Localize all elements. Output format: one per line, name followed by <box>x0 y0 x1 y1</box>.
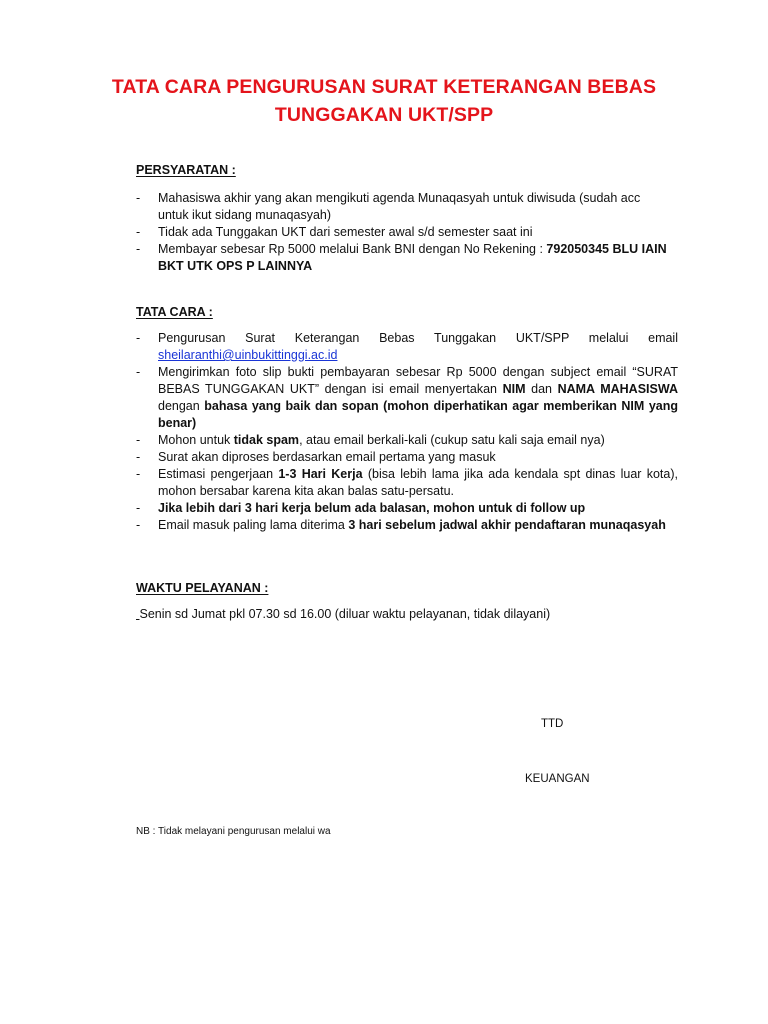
list-item: - Email masuk paling lama diterima 3 hari sebelum jadwal akhir pendaftaran munaqasyah <box>136 518 666 532</box>
persyaratan-heading: PERSYARATAN : <box>136 163 236 177</box>
footnote: NB : Tidak melayani pengurusan melalui wa <box>136 826 331 837</box>
email-link[interactable]: sheilaranthi@uinbukittinggi.ac.id <box>158 348 338 362</box>
list-item: - Jika lebih dari 3 hari kerja belum ada balasan, mohon untuk di follow up <box>136 501 586 515</box>
tata-cara-heading: TATA CARA : <box>136 305 213 319</box>
tata-cara-list <box>136 330 678 534</box>
list-item: - Mengirimkan foto slip bukti pembayaran sebesar Rp 5000 dengan subject email “SURAT BEBAS TUNGGAKAN UKT” dengan isi email menyertakan NIM dan NAMA MAHASISWA dengan bahasa yang baik dan sopan (mohon diperhatikan agar memberikan NIM yang benar) <box>136 365 678 430</box>
title-line-2: TUNGGAKAN UKT/SPP <box>274 104 494 126</box>
list-item: - Tidak ada Tunggakan UKT dari semester awal s/d semester saat ini <box>136 225 533 239</box>
waktu-pelayanan-heading: WAKTU PELAYANAN : <box>136 581 269 595</box>
list-item: - Membayar sebesar Rp 5000 melalui Bank BNI dengan No Rekening : 792050345 BLU IAIN BKT UTK OPS P LAINNYA <box>136 242 667 273</box>
persyaratan-list <box>136 190 678 275</box>
title-line-1: TATA CARA PENGURUSAN SURAT KETERANGAN BEBAS <box>111 76 657 98</box>
list-item: - Surat akan diproses berdasarkan email pertama yang masuk <box>136 450 496 464</box>
account-number: 792050345 BLU IAIN BKT UTK OPS P LAINNYA <box>158 242 667 273</box>
list-item: - Mahasiswa akhir yang akan mengikuti agenda Munaqasyah untuk diwisuda (sudah acc untuk ikut sidang munaqasyah) <box>136 191 641 222</box>
service-hours: Senin sd Jumat pkl 07.30 sd 16.00 (diluar waktu pelayanan, tidak dilayani) <box>139 607 551 621</box>
list-item: - Mohon untuk tidak spam, atau email berkali-kali (cukup satu kali saja email nya) <box>136 433 605 447</box>
signature-unit: KEUANGAN <box>525 773 590 785</box>
list-item: - Pengurusan Surat Keterangan Bebas Tunggakan UKT/SPP melalui email sheilaranthi@uinbukittinggi.ac.id <box>136 331 678 362</box>
signature-ttd: TTD <box>541 718 564 730</box>
document-title <box>60 73 708 129</box>
list-item: - Estimasi pengerjaan 1-3 Hari Kerja (bisa lebih lama jika ada kendala spt dinas luar kota), mohon bersabar karena kita akan balas satu-persatu. <box>136 467 678 498</box>
